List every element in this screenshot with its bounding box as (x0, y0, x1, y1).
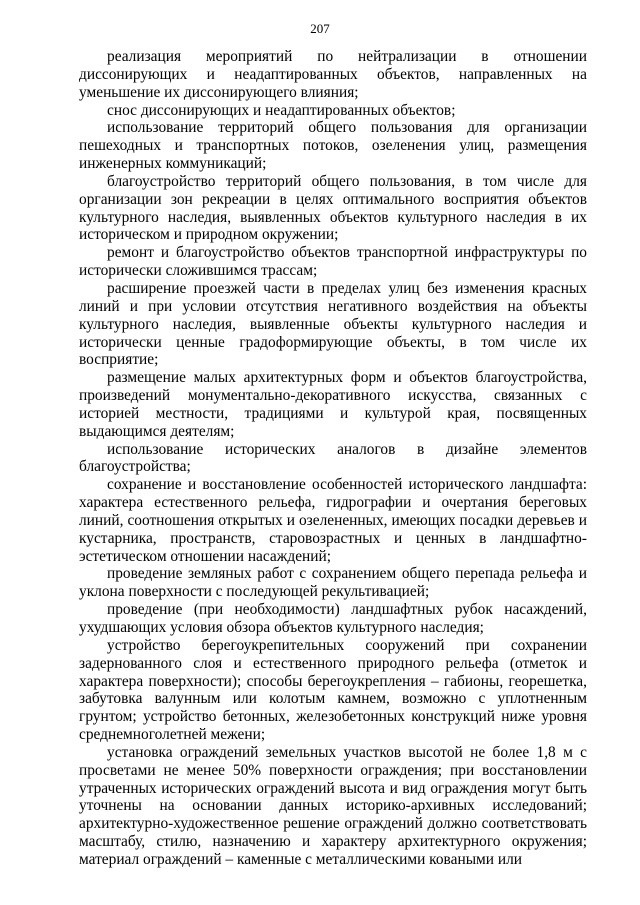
paragraph-demolition: снос диссонирующих и неадаптированных объектов; (107, 101, 456, 119)
paragraph-transport-repair: ремонт и благоустройство объектов транспортной инфраструктуры по исторически сложившимся трассам; (79, 244, 587, 280)
paragraph-landscape-preservation: сохранение и восстановление особенностей исторического ландшафта: характера естественного рельефа, гидрографии и очертания береговых линий, соотношения открытых и озелененных, имеющих посадки деревьев и кустарника, пространств, старовозрастных и ценных в ландшафтно-эстетическом отношении насаждений; (79, 476, 587, 565)
paragraph-public-territories-use: использование территорий общего пользования для организации пешеходных и транспортных потоков, озеленения улиц, размещения инженерных коммуникаций; (79, 119, 587, 173)
paragraph-landscaping: благоустройство территорий общего пользования, в том числе для организации зон рекреации в целях оптимального восприятия объектов культурного наследия, выявленных объектов культурного наследия в их историческом и природном окружении; (79, 172, 587, 244)
paragraph-fencing: установка ограждений земельных участков высотой не более 1,8 м с просветами не менее 50% поверхности ограждения; при восстановлении утраченных исторических ограждений высота и вид ограждения могут быть уточнены на основании данных историко-архивных исследований; архитектурно-художественное решение ограждений должно соответствовать масштабу, стилю, назначению и характеру архитектурного окружения; материал ограждений – каменные с металлическими коваными или (79, 743, 587, 868)
paragraph-earthworks: проведение земляных работ с сохранением общего перепада рельефа и уклона поверхности с последующей рекультивацией; (79, 565, 587, 601)
page-number: 207 (310, 21, 330, 36)
paragraph-bank-protection: устройство берегоукрепительных сооружений при сохранении задернованного слоя и естественного природного рельефа (отметок и характера поверхности); способы берегоукрепления – габионы, георешетка, забутовка валунным или колотым камнем, возможно с уплотненным грунтом; устройство бетонных, железобетонных конструкций ниже уровня среднемноголетней межени; (79, 636, 587, 744)
paragraph-small-architectural-forms: размещение малых архитектурных форм и объектов благоустройства, произведений монументально-декоративного искусства, связанных с историей местности, традициями и культурой края, посвященных выдающимся деятелям; (79, 369, 587, 440)
paragraph-roadway-widening: расширение проезжей части в пределах улиц без изменения красных линий и при условии отсутствия негативного воздействия на объекты культурного наследия, выявленные объекты культурного наследия и исторически ценные градоформирующие объекты, в том числе их восприятие; (79, 279, 587, 369)
paragraph-neutralization: реализация мероприятий по нейтрализации в отношении диссонирующих и неадаптированных объектов, направленных на уменьшение их диссонирующего влияния; (79, 48, 587, 101)
document-body (79, 48, 587, 869)
paragraph-historical-analogues: использование исторических аналогов в дизайне элементов благоустройства; (79, 440, 587, 476)
paragraph-landscape-felling: проведение (при необходимости) ландшафтных рубок насаждений, ухудшающих условия обзора объектов культурного наследия; (79, 601, 587, 636)
